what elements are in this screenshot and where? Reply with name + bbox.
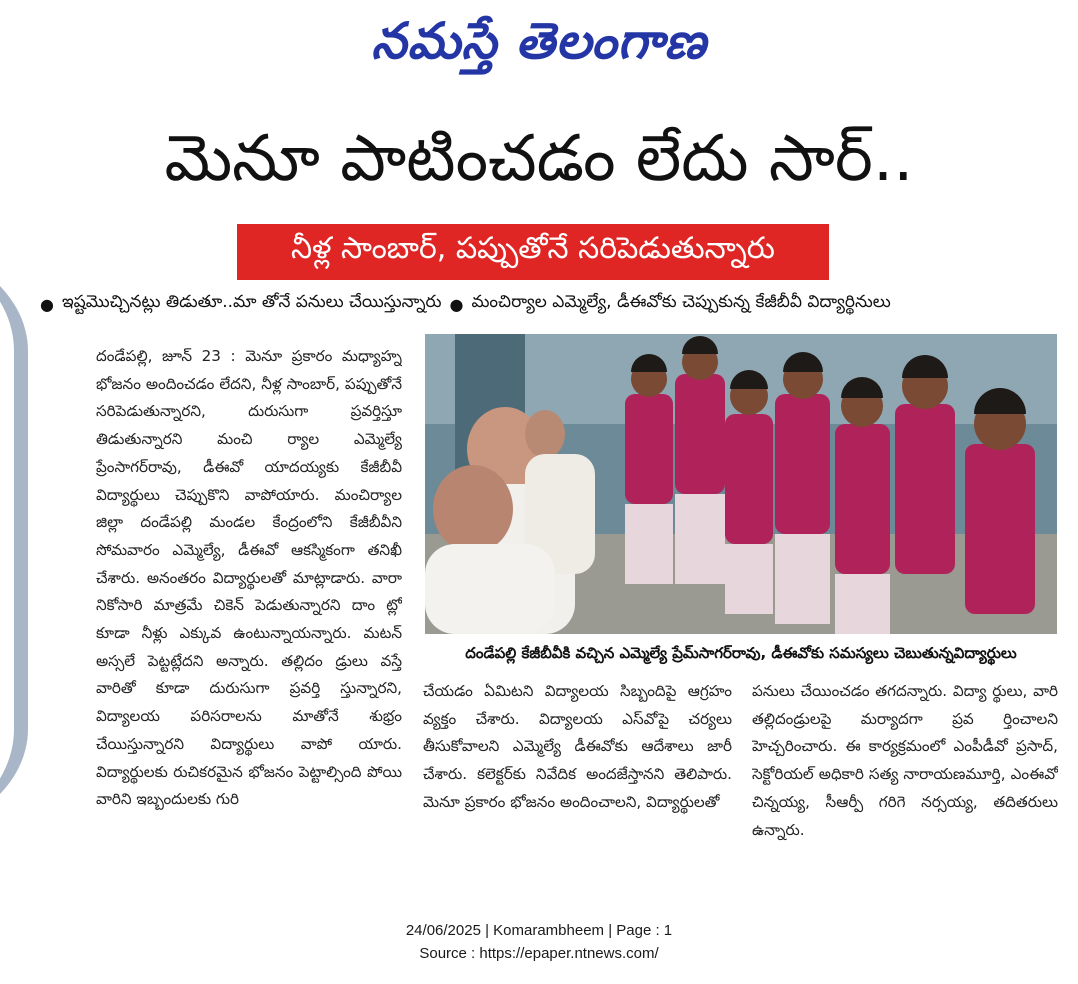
newspaper-masthead: నమస్తే తెలంగాణ	[371, 11, 707, 70]
footer-edition-info: 24/06/2025 | Komarambheem | Page : 1	[405, 922, 673, 939]
news-photo-illustration	[425, 334, 1057, 634]
bullet-item-1: ఇష్టమొచ్చినట్లు తిడుతూ..మా తోనే పనులు చేయిస్తున్నారు	[61, 292, 442, 312]
article-column-2	[423, 678, 732, 848]
subheadline-text: నీళ్ల సాంబార్, పప్పుతోనే సరిపెడుతున్నారు	[291, 231, 775, 266]
article-column-1-text: దండేపల్లి, జూన్ 23 : మెనూ ప్రకారం మధ్యాహ్న భోజనం అందించడం లేదని, నీళ్ల సాంబార్, పప్పుతోనే సరిపెడుతున్నారని, దురుసుగా ప్రవర్తిస్తూ తిడుతున్నారని మంచి ర్యాల ఎమ్మెల్యే ప్రేంసాగర్‌రావు, డీఈవో యాదయ్యకు కేజీబీవీ విద్యార్థులు చెప్పుకొని వాపోయారు. మంచిర్యాల జిల్లా దండేపల్లి మండల కేంద్రంలోని కేజీబీవీని సోమవారం ఎమ్మెల్యే, డీఈవో ఆకస్మికంగా తనిఖీ చేశారు. అనంతరం విద్యార్థులతో మాట్లాడారు. వారా నికోసారి మాత్రమే చికెన్ పెడుతున్నారని దాం ట్లో కూడా నీళ్లు ఎక్కువ ఉంటున్నాయన్నారు. మటన్ అస్సలే పెట్టట్లేదని అన్నారు. తల్లిదం డ్రులు వస్తే వారితో కూడా దురుసుగా ప్రవర్తి స్తున్నారని, విద్యాలయ పరిసరాలను మాతోనే శుభ్రం చేయిస్తున్నారని విద్యార్థులు వాపో యారు. విద్యార్థులకు రుచికరమైన భోజనం పెట్టాల్సింది పోయి వారిని ఇబ్బందులకు గురి	[96, 347, 402, 809]
bullet-item-2: మంచిర్యాల ఎమ్మెల్యే, డీఈవోకు చెప్పుకున్న కేజీబీవీ విద్యార్థినులు	[471, 292, 891, 312]
article-column-3-text: పనులు చేయించడం తగదన్నారు. విద్యా ర్థులు, వారి తల్లిదండ్రులపై మర్యాదగా ప్రవ ర్తించాలని హెచ్చరించారు. ఈ కార్యక్రమంలో ఎంపీడీవో ప్రసాద్, సెక్టోరియల్ అధికారి సత్య నారాయణమూర్తి, ఎంఈవో చిన్నయ్య, సీఆర్పీ గరిగె నర్సయ్య, తదితరులు ఉన్నారు.	[752, 682, 1058, 839]
article-column-3	[752, 678, 1058, 848]
subheadline-banner	[237, 224, 829, 280]
bullet-icon: ●	[449, 294, 464, 314]
bullet-icon: ●	[40, 294, 54, 314]
decorative-margin-arc	[0, 240, 28, 840]
article-column-1	[96, 343, 402, 848]
photo-caption: దండేపల్లి కేజీబీవీకి వచ్చిన ఎమ్మెల్యే ప్రేమ్‌సాగర్‌రావు, డీఈవోకు సమస్యలు చెబుతున్నవిద్యార్థులు	[465, 644, 1017, 662]
bullet-highlights	[40, 289, 1050, 319]
article-headline: మెనూ పాటించడం లేదు సార్..	[164, 122, 914, 196]
article-column-2-text: చేయడం ఏమిటని విద్యాలయ సిబ్బందిపై ఆగ్రహం వ్యక్తం చేశారు. విద్యాలయ ఎస్‌వోపై చర్యలు తీసుకోవాలని ఎమ్మెల్యే డీఈవోకు ఆదేశాలు జారీ చేశారు. కలెక్టర్‌కు నివేదిక అందజేస్తానని తెలిపారు. మెనూ ప్రకారం భోజనం అందించాలని, విద్యార్థులతో	[423, 682, 732, 811]
news-photo	[425, 334, 1057, 634]
footer-source-link[interactable]: Source : https://epaper.ntnews.com/	[419, 945, 659, 962]
